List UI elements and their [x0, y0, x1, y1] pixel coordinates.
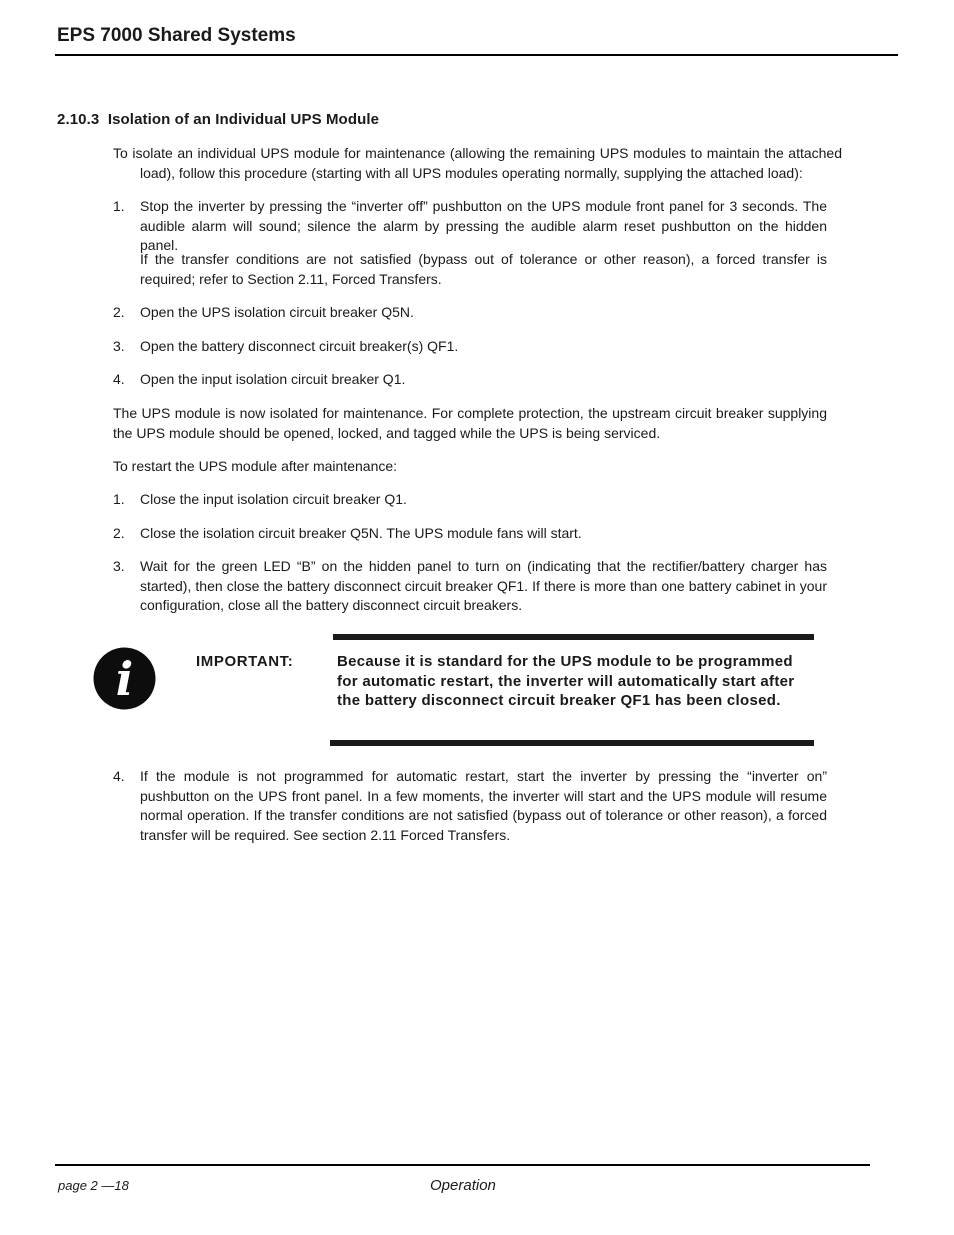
restart-step	[113, 524, 827, 544]
isolation-step	[113, 337, 827, 357]
footer-section-name: Operation	[430, 1177, 496, 1194]
step-number: 2.	[113, 304, 125, 320]
step-number: 2.	[113, 525, 125, 541]
info-icon	[93, 647, 156, 710]
note-top-rule	[333, 634, 814, 640]
step-number: 1.	[113, 491, 125, 507]
restart-step	[113, 557, 827, 616]
step-text: Stop the inverter by pressing the “inverter off” pushbutton on the UPS module front panel for 3 seconds. The audible alarm will sound; silence the alarm by pressing the audible alarm reset pushbutton on the hidden panel.	[140, 198, 827, 253]
step-text: Close the isolation circuit breaker Q5N. The UPS module fans will start.	[140, 525, 582, 541]
footer-divider	[55, 1164, 870, 1166]
step-number: 3.	[113, 558, 125, 574]
isolation-step	[113, 303, 827, 323]
isolation-step	[113, 197, 827, 256]
step-text: Wait for the green LED “B” on the hidden panel to turn on (indicating that the rectifier/battery charger has started), then close the battery disconnect circuit breaker QF1. If there is more than one battery cabinet in your configuration, close all the battery disconnect circuit breakers.	[140, 558, 827, 613]
step-note-text: If the transfer conditions are not satisfied (bypass out of tolerance or other reason), a forced transfer is required; refer to Section 2.11, Forced Transfers.	[140, 251, 827, 287]
note-bottom-rule	[330, 740, 814, 746]
restart-step	[113, 490, 827, 510]
info-icon-glyph: i	[115, 652, 134, 706]
step-text: Close the input isolation circuit breaker Q1.	[140, 491, 407, 507]
step-text: Open the input isolation circuit breaker Q1.	[140, 371, 406, 387]
page-header-title: EPS 7000 Shared Systems	[57, 25, 296, 46]
page-number: page 2 —18	[58, 1178, 129, 1193]
step-number: 4.	[113, 768, 125, 784]
important-text: Because it is standard for the UPS module to be programmed for automatic restart, the inverter will automatically start after the battery disconnect circuit breaker QF1 has been closed.	[337, 653, 795, 710]
isolation-step	[113, 370, 827, 390]
step-number: 4.	[113, 371, 125, 387]
step-number: 3.	[113, 338, 125, 354]
restart-step	[113, 767, 827, 845]
step-number: 1.	[113, 198, 125, 214]
header-divider	[55, 54, 898, 56]
isolation-step-note	[113, 250, 827, 289]
restart-intro: To restart the UPS module after maintenance:	[113, 458, 398, 474]
section-heading: 2.10.3 Isolation of an Individual UPS Module	[57, 111, 380, 128]
step-text: Open the battery disconnect circuit breaker(s) QF1.	[140, 338, 459, 354]
step-text: Open the UPS isolation circuit breaker Q5N.	[140, 304, 414, 320]
step-text: If the module is not programmed for automatic restart, start the inverter by pressing the “inverter on” pushbutton on the UPS front panel. In a few moments, the inverter will start and the UPS module will resume normal operation. If the transfer conditions are not satisfied (bypass out of tolerance or other reason), a forced transfer will be required. See section 2.11 Forced Transfers.	[140, 768, 827, 843]
isolated-paragraph: The UPS module is now isolated for maintenance. For complete protection, the upstream circuit breaker supplying the UPS module should be opened, locked, and tagged while the UPS is being serviced.	[113, 405, 827, 441]
intro-paragraph: To isolate an individual UPS module for maintenance (allowing the remaining UPS modules to maintain the attached load), follow this procedure (starting with all UPS modules operating normally, supplying the attached load):	[113, 145, 842, 181]
important-label: IMPORTANT:	[196, 653, 294, 670]
